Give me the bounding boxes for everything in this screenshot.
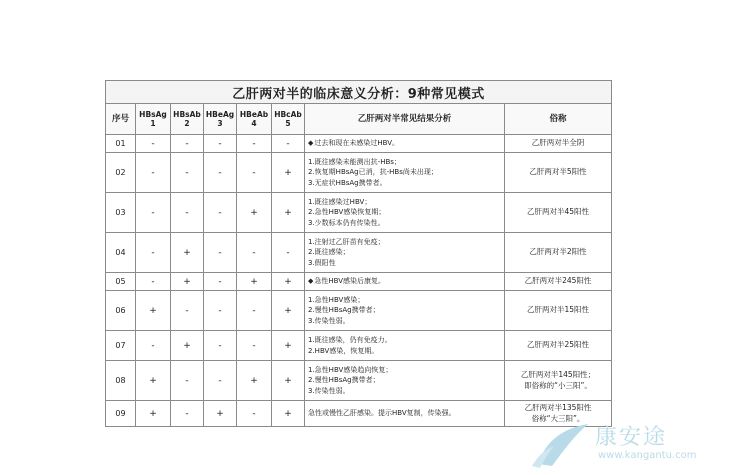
analysis-line: 2.慢性HBsAg携带者； xyxy=(308,376,380,385)
result-analysis xyxy=(305,273,505,291)
common-name xyxy=(505,273,612,291)
analysis-line: 1.既往感染，仍有免疫力。 xyxy=(308,336,392,345)
header-seq: 序号 xyxy=(106,104,136,135)
marker-result: - xyxy=(136,153,171,193)
common-name-line: 乙肝两对半135阳性 xyxy=(524,403,592,413)
marker-result: - xyxy=(237,233,272,273)
marker-result: + xyxy=(272,401,305,427)
marker-result: - xyxy=(204,361,237,401)
watermark-title: 康安途 xyxy=(595,425,668,450)
analysis-line: 1.急性HBV感染； xyxy=(308,296,365,305)
hepatitis-b-table xyxy=(105,80,612,427)
row-number: 05 xyxy=(106,273,136,291)
row-number: 03 xyxy=(106,193,136,233)
common-name xyxy=(505,233,612,273)
result-analysis xyxy=(305,153,505,193)
header-hbsab xyxy=(171,104,204,135)
analysis-line: ◆ 过去和现在未感染过HBV。 xyxy=(308,138,501,148)
watermark xyxy=(530,420,730,470)
result-analysis xyxy=(305,401,505,427)
analysis-line: 急性或慢性乙肝感染。提示HBV复制，传染强。 xyxy=(308,409,456,418)
header-hbeab-label: HBeAb xyxy=(239,110,269,119)
marker-result: + xyxy=(136,401,171,427)
marker-result: + xyxy=(204,401,237,427)
common-name-line: 乙肝两对半2阳性 xyxy=(529,247,587,257)
analysis-line: 2.慢性HBsAg携带者； xyxy=(308,306,380,315)
leaf-logo-icon xyxy=(530,420,592,470)
analysis-line: 1.注射过乙肝苗有免疫； xyxy=(308,238,385,247)
marker-result: - xyxy=(204,193,237,233)
common-name-line: 乙肝两对半45阳性 xyxy=(527,207,590,217)
analysis-line: 3.传染性弱。 xyxy=(308,386,350,395)
common-name-line: 乙肝两对半15阳性 xyxy=(527,305,590,315)
marker-result: - xyxy=(136,193,171,233)
header-common-name: 俗称 xyxy=(505,104,612,135)
watermark-url: www.kangantu.com xyxy=(598,450,697,461)
header-analysis: 乙肝两对半常见结果分析 xyxy=(305,104,505,135)
result-analysis xyxy=(305,135,505,153)
common-name xyxy=(505,135,612,153)
common-name xyxy=(505,331,612,361)
analysis-line: 1.既往感染过HBV； xyxy=(308,198,372,207)
header-hbeab-index: 4 xyxy=(251,119,257,128)
marker-result: + xyxy=(171,233,204,273)
marker-result: - xyxy=(136,135,171,153)
marker-result: + xyxy=(237,193,272,233)
common-name-line: 乙肝两对半145阳性； xyxy=(520,370,596,380)
table-row xyxy=(106,153,612,193)
table-row xyxy=(106,193,612,233)
analysis-line: 1.急性HBV感染趋向恢复； xyxy=(308,366,393,375)
marker-result: + xyxy=(272,273,305,291)
marker-result: - xyxy=(171,361,204,401)
header-hbsag-index: 1 xyxy=(150,119,156,128)
common-name-line: 乙肝两对半25阳性 xyxy=(527,340,590,350)
header-hbeag-label: HBeAg xyxy=(205,110,235,119)
result-analysis xyxy=(305,291,505,331)
header-hbsab-index: 2 xyxy=(184,119,190,128)
row-number: 07 xyxy=(106,331,136,361)
marker-result: - xyxy=(272,135,305,153)
analysis-line: 2.恢复期HBsAg已消，抗-HBs尚未出现； xyxy=(308,168,438,177)
row-number: 01 xyxy=(106,135,136,153)
result-analysis xyxy=(305,193,505,233)
marker-result: - xyxy=(204,291,237,331)
header-hbsag xyxy=(136,104,171,135)
marker-result: - xyxy=(272,233,305,273)
analysis-line: ◆ 急性HBV感染后康复。 xyxy=(308,276,501,286)
marker-result: + xyxy=(272,193,305,233)
header-hbcab-index: 5 xyxy=(285,119,291,128)
common-name xyxy=(505,153,612,193)
result-analysis xyxy=(305,233,505,273)
analysis-line: 1.既往感染未能测出抗-HBs； xyxy=(308,158,401,167)
common-name-line: 乙肝两对半全阴 xyxy=(531,138,585,148)
marker-result: - xyxy=(237,135,272,153)
analysis-line: 2.既往感染； xyxy=(308,248,350,257)
marker-result: - xyxy=(171,193,204,233)
marker-result: - xyxy=(204,233,237,273)
marker-result: - xyxy=(171,153,204,193)
header-hbeag xyxy=(204,104,237,135)
common-name xyxy=(505,193,612,233)
marker-result: - xyxy=(204,153,237,193)
marker-result: - xyxy=(237,291,272,331)
marker-result: + xyxy=(272,291,305,331)
marker-result: - xyxy=(171,401,204,427)
analysis-line: 3.少数标本仍有传染性。 xyxy=(308,218,385,227)
analysis-line: 3.假阳性 xyxy=(308,258,336,267)
header-hbsag-label: HBsAg xyxy=(139,110,167,119)
marker-result: - xyxy=(171,135,204,153)
analysis-line: 3.无症状HBsAg携带者。 xyxy=(308,178,387,187)
marker-result: - xyxy=(171,291,204,331)
common-name-line: 俗称“大三阳”。 xyxy=(531,413,585,423)
hepatitis-b-table-container xyxy=(105,80,611,427)
analysis-line: 3.传染性弱。 xyxy=(308,316,350,325)
marker-result: + xyxy=(272,361,305,401)
table-row xyxy=(106,233,612,273)
marker-result: - xyxy=(204,135,237,153)
marker-result: - xyxy=(237,401,272,427)
table-row xyxy=(106,331,612,361)
header-row xyxy=(106,104,612,135)
analysis-line: 2.HBV感染，恢复期。 xyxy=(308,346,379,355)
result-analysis xyxy=(305,361,505,401)
marker-result: + xyxy=(136,291,171,331)
header-hbcab xyxy=(272,104,305,135)
marker-result: + xyxy=(272,331,305,361)
row-number: 06 xyxy=(106,291,136,331)
marker-result: + xyxy=(171,273,204,291)
header-hbsab-label: HBsAb xyxy=(173,110,201,119)
row-number: 02 xyxy=(106,153,136,193)
marker-result: + xyxy=(237,361,272,401)
header-hbcab-label: HBcAb xyxy=(274,110,302,119)
table-row xyxy=(106,291,612,331)
table-row xyxy=(106,361,612,401)
marker-result: - xyxy=(136,273,171,291)
header-hbeab xyxy=(237,104,272,135)
marker-result: + xyxy=(237,273,272,291)
marker-result: - xyxy=(204,331,237,361)
analysis-line: 2.急性HBV感染恢复期； xyxy=(308,208,386,217)
marker-result: - xyxy=(237,153,272,193)
marker-result: - xyxy=(136,233,171,273)
common-name xyxy=(505,291,612,331)
marker-result: - xyxy=(237,331,272,361)
header-hbeag-index: 3 xyxy=(217,119,223,128)
row-number: 08 xyxy=(106,361,136,401)
common-name-line: 即俗称的“小三阳”。 xyxy=(524,380,592,390)
table-body xyxy=(106,135,612,427)
common-name xyxy=(505,361,612,401)
row-number: 09 xyxy=(106,401,136,427)
table-row xyxy=(106,135,612,153)
table-row xyxy=(106,273,612,291)
marker-result: + xyxy=(272,153,305,193)
marker-result: - xyxy=(204,273,237,291)
common-name-line: 乙肝两对半245阳性 xyxy=(524,276,592,286)
marker-result: + xyxy=(136,361,171,401)
result-analysis xyxy=(305,331,505,361)
marker-result: - xyxy=(136,331,171,361)
common-name-line: 乙肝两对半5阳性 xyxy=(529,167,587,177)
row-number: 04 xyxy=(106,233,136,273)
marker-result: + xyxy=(171,331,204,361)
table-title: 乙肝两对半的临床意义分析：9种常见模式 xyxy=(106,81,612,104)
